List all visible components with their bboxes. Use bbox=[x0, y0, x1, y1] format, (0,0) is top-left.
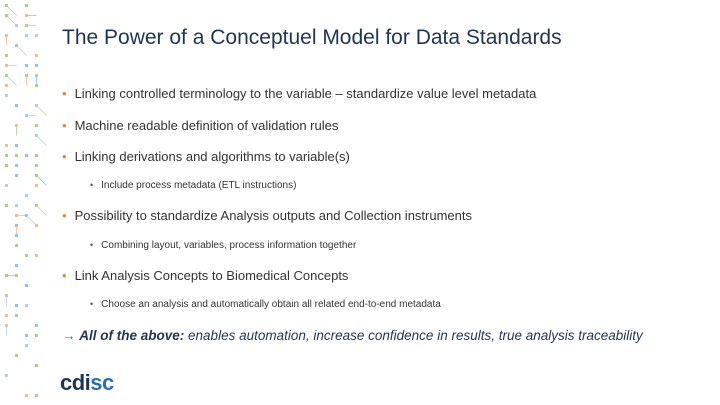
sub-bullet-item: • Include process metadata (ETL instructions) bbox=[90, 180, 297, 191]
bullet-item: • Linking derivations and algorithms to variable(s) bbox=[62, 149, 350, 164]
cdisc-logo: cdisc bbox=[60, 370, 114, 395]
sub-bullet-item: • Choose an analysis and automatically obtain all related end-to-end metadata bbox=[90, 299, 441, 310]
bullet-item: • Linking controlled terminology to the variable – standardize value level metadata bbox=[62, 86, 537, 101]
arrow-right-icon: → bbox=[62, 328, 76, 343]
slide-title: The Power of a Conceptuel Model for Data Standards bbox=[62, 26, 562, 49]
bullet-item: • Machine readable definition of validation rules bbox=[62, 118, 339, 133]
sub-bullet-item: • Combining layout, variables, process information together bbox=[90, 240, 357, 251]
bullet-item: • Possibility to standardize Analysis outputs and Collection instruments bbox=[62, 208, 472, 223]
decorative-dot-pattern bbox=[0, 0, 48, 405]
bullet-item: • Link Analysis Concepts to Biomedical Concepts bbox=[62, 268, 349, 283]
summary-statement: → All of the above: enables automation, increase confidence in results, true analysis traceability bbox=[62, 328, 643, 343]
